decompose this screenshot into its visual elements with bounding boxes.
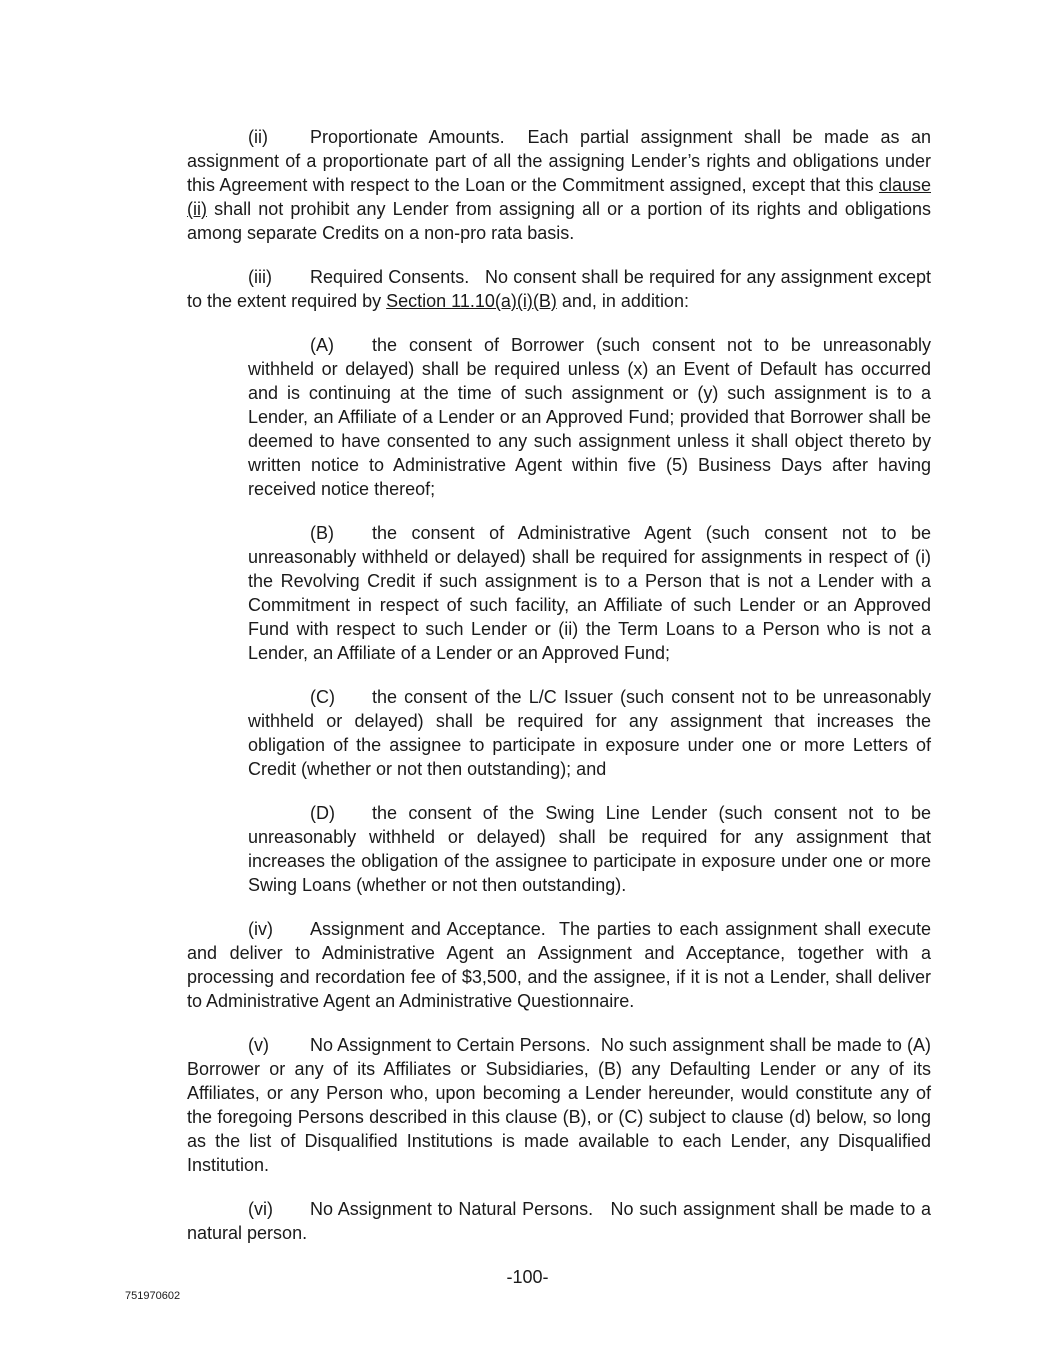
paragraph-number: (v)	[248, 1035, 269, 1055]
cross-reference: clause (ii)	[187, 175, 931, 219]
paragraph-text: No consent shall be required for any assignment except to the extent required by	[187, 267, 937, 311]
paragraph-text: shall not prohibit any Lender from assigning all or a portion of its rights and obligations among separate Credits on a non-pro rata basis.	[187, 199, 931, 243]
document-body	[187, 125, 937, 1265]
document-id: 751970602	[125, 1290, 181, 1302]
paragraph-text: and, in addition:	[556, 291, 689, 311]
paragraph-ii	[187, 125, 937, 245]
subparagraph-text: the consent of the Swing Line Lender (such consent not to be unreasonably withheld or delayed) shall be required for any assignment that increases the obligation of the assignee to participate in exposure under one or more Swing Loans (whether or not then outstanding).	[248, 803, 931, 895]
paragraph-number: (vi)	[248, 1199, 273, 1219]
subparagraph-number: (A)	[310, 335, 334, 355]
paragraph-text: No such assignment shall be made to (A) Borrower or any of its Affiliates or Subsidiaries, (B) any Defaulting Lender or any of its Affiliates, or any Person who, upon becoming a Lender hereunder, would constitute any of the foregoing Persons described in this clause (B), or (C) subject to clause (d) below, so long as the list of Disqualified Institutions is made available to each Lender, any Disqualified Institution.	[187, 1035, 937, 1175]
subparagraph-number: (D)	[310, 803, 335, 823]
subparagraph-d	[248, 801, 931, 897]
paragraph-heading: No Assignment to Natural Persons.	[310, 1199, 594, 1219]
paragraph-iv	[187, 917, 937, 1013]
subparagraph-number: (B)	[310, 523, 334, 543]
paragraph-iii	[187, 265, 937, 313]
subparagraph-text: the consent of Administrative Agent (such consent not to be unreasonably withheld or delayed) shall be required for assignments in respect of (i) the Revolving Credit if such assignment is to a Person that is not a Lender with a Commitment in respect of such facility, an Affiliate of such Lender or an Approved Fund with respect to such Lender or (ii) the Term Loans to a Person who is not a Lender, an Affiliate of a Lender or an Approved Fund;	[248, 523, 931, 663]
paragraph-v	[187, 1033, 937, 1177]
paragraph-heading: Proportionate Amounts.	[310, 127, 505, 147]
paragraph-text: No such assignment shall be made to a natural person.	[187, 1199, 937, 1243]
paragraph-number: (iii)	[248, 267, 272, 287]
paragraph-number: (iv)	[248, 919, 273, 939]
subparagraph-a	[248, 333, 931, 501]
subparagraph-number: (C)	[310, 687, 335, 707]
paragraph-heading: No Assignment to Certain Persons.	[310, 1035, 591, 1055]
paragraph-text: The parties to each assignment shall execute and deliver to Administrative Agent an Assignment and Acceptance, together with a processing and recordation fee of $3,500, and the assignee, if it is not a Lender, shall deliver to Administrative Agent an Administrative Questionnaire.	[187, 919, 937, 1011]
subparagraph-text: the consent of the L/C Issuer (such consent not to be unreasonably withheld or delayed) shall be required for any assignment that increases the obligation of the assignee to participate in exposure under one or more Letters of Credit (whether or not then outstanding); and	[248, 687, 931, 779]
subparagraph-c	[248, 685, 931, 781]
paragraph-heading: Required Consents.	[310, 267, 470, 287]
page-number: -100-	[506, 1267, 549, 1287]
subparagraph-b	[248, 521, 931, 665]
paragraph-heading: Assignment and Acceptance.	[310, 919, 546, 939]
subparagraph-text: the consent of Borrower (such consent not to be unreasonably withheld or delayed) shall be required unless (x) an Event of Default has occurred and is continuing at the time of such assignment or (y) such assignment is to a Lender, an Affiliate of a Lender or an Approved Fund; provided that Borrower shall be deemed to have consented to any such assignment unless it shall object thereto by written notice to Administrative Agent within five (5) Business Days after having received notice thereof;	[248, 335, 931, 499]
cross-reference: Section 11.10(a)(i)(B)	[386, 291, 557, 311]
paragraph-text: Each partial assignment shall be made as an assignment of a proportionate part of all the assigning Lender’s rights and obligations under this Agreement with respect to the Loan or the Commitment assigned, except that this	[187, 127, 937, 195]
paragraph-number: (ii)	[248, 127, 268, 147]
paragraph-vi	[187, 1197, 937, 1245]
